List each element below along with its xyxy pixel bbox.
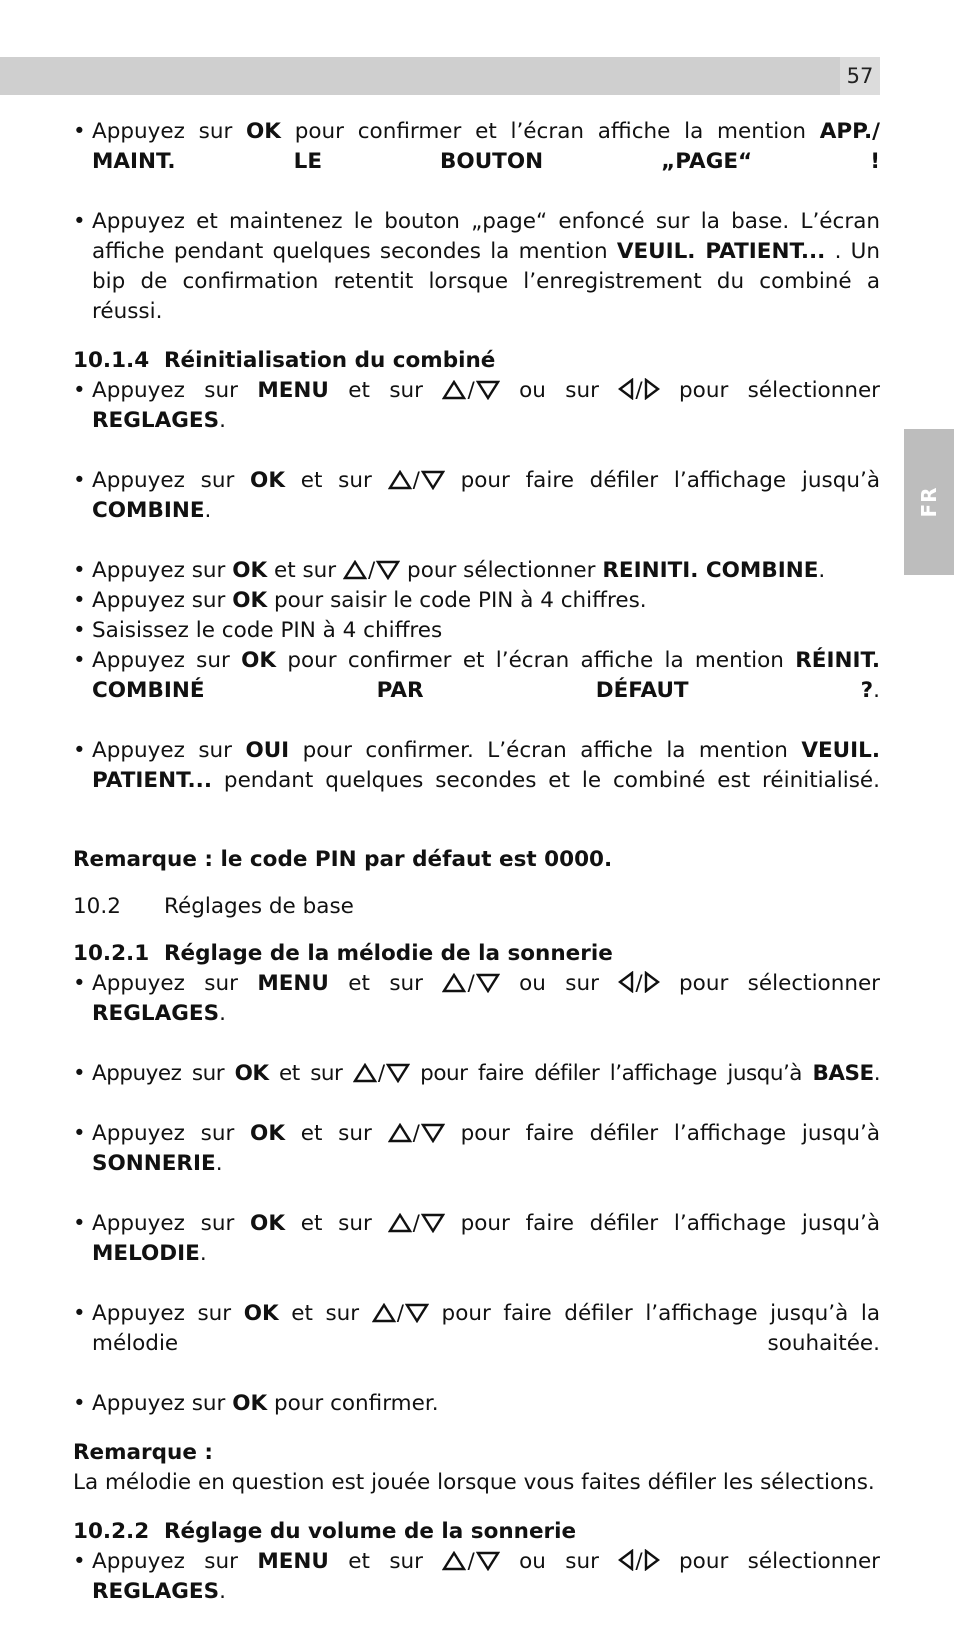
note-melody-label: Remarque :: [73, 1440, 214, 1465]
right-triangle-icon: [644, 1549, 660, 1571]
down-triangle-icon: [476, 972, 500, 992]
list-item: • Appuyez sur OK et sur / pour faire défiler l’affichage jusqu’à SONNERIE.: [73, 1119, 880, 1209]
note-melody-text: La mélodie en question est jouée lorsque vous faites défiler les sélections.: [73, 1470, 875, 1495]
list-item: • Appuyez sur OK et sur / pour faire défiler l’affichage jusqu’à la mélodie souhaitée.: [73, 1299, 880, 1389]
header-bar: [0, 57, 840, 95]
list-item: • Appuyez sur OK et sur / pour faire défiler l’affichage jusqu’à BASE.: [73, 1059, 880, 1119]
right-triangle-icon: [644, 378, 660, 400]
down-triangle-icon: [421, 469, 445, 489]
up-triangle-icon: [372, 1302, 396, 1322]
list-item: • Saisissez le code PIN à 4 chiffres: [73, 616, 880, 646]
page-content: [73, 117, 880, 1637]
list-item: • Appuyez sur OK pour saisir le code PIN à 4 chiffres.: [73, 586, 880, 616]
language-tab-label: FR: [917, 486, 941, 518]
list-item: • Appuyez sur MENU et sur / ou sur / pour sélectionner REGLAGES.: [73, 1547, 880, 1637]
list-item: • Appuyez sur MENU et sur / ou sur / pour sélectionner REGLAGES.: [73, 969, 880, 1059]
down-triangle-icon: [386, 1062, 410, 1082]
down-triangle-icon: [421, 1122, 445, 1142]
up-triangle-icon: [388, 1212, 412, 1232]
list-item: • Appuyez sur OK et sur / pour faire défiler l’affichage jusqu’à COMBINE.: [73, 466, 880, 556]
up-triangle-icon: [442, 972, 466, 992]
up-triangle-icon: [343, 559, 367, 579]
list-item: • Appuyez sur OK et sur / pour faire défiler l’affichage jusqu’à MELODIE.: [73, 1209, 880, 1299]
list-item: • Appuyez sur MENU et sur / ou sur / pour sélectionner REGLAGES.: [73, 376, 880, 466]
up-triangle-icon: [388, 1122, 412, 1142]
down-triangle-icon: [376, 559, 400, 579]
list-item: • Appuyez et maintenez le bouton „page“ enfoncé sur la base. L’écran affiche pendant quelques secondes la mention VEUIL. PATIENT... . Un bip de confirmation retentit lorsque l’enregistrement du combiné a réussi.: [73, 207, 880, 327]
up-triangle-icon: [442, 379, 466, 399]
list-item: • Appuyez sur OUI pour confirmer. L’écran affiche la mention VEUIL. PATIENT... pendant quelques secondes et le combiné est réinitialisé.: [73, 736, 880, 826]
left-triangle-icon: [618, 971, 634, 993]
down-triangle-icon: [476, 1550, 500, 1570]
note-pin: Remarque : le code PIN par défaut est 0000.: [73, 847, 613, 872]
list-item: • Appuyez sur OK et sur / pour sélectionner REINITI. COMBINE.: [73, 556, 880, 586]
section-heading: 10.2.1 Réglage de la mélodie de la sonnerie: [73, 941, 613, 966]
left-triangle-icon: [618, 378, 634, 400]
down-triangle-icon: [405, 1302, 429, 1322]
up-triangle-icon: [388, 469, 412, 489]
section-heading: 10.2.2 Réglage du volume de la sonnerie: [73, 1519, 577, 1544]
section-heading: 10.2 Réglages de base: [73, 894, 354, 919]
section-heading: 10.1.4 Réinitialisation du combiné: [73, 348, 496, 373]
list-item: • Appuyez sur OK pour confirmer.: [73, 1389, 880, 1419]
list-item: • Appuyez sur OK pour confirmer et l’écran affiche la mention RÉINIT. COMBINÉ PAR DÉFAUT ?.: [73, 646, 880, 736]
up-triangle-icon: [442, 1550, 466, 1570]
down-triangle-icon: [476, 379, 500, 399]
language-tab: [904, 429, 954, 575]
up-triangle-icon: [353, 1062, 377, 1082]
page-number: 57: [840, 57, 880, 95]
right-triangle-icon: [644, 971, 660, 993]
down-triangle-icon: [421, 1212, 445, 1232]
list-item: • Appuyez sur OK pour confirmer et l’écran affiche la mention APP./ MAINT. LE BOUTON „PAGE“ !: [73, 117, 880, 207]
left-triangle-icon: [618, 1549, 634, 1571]
